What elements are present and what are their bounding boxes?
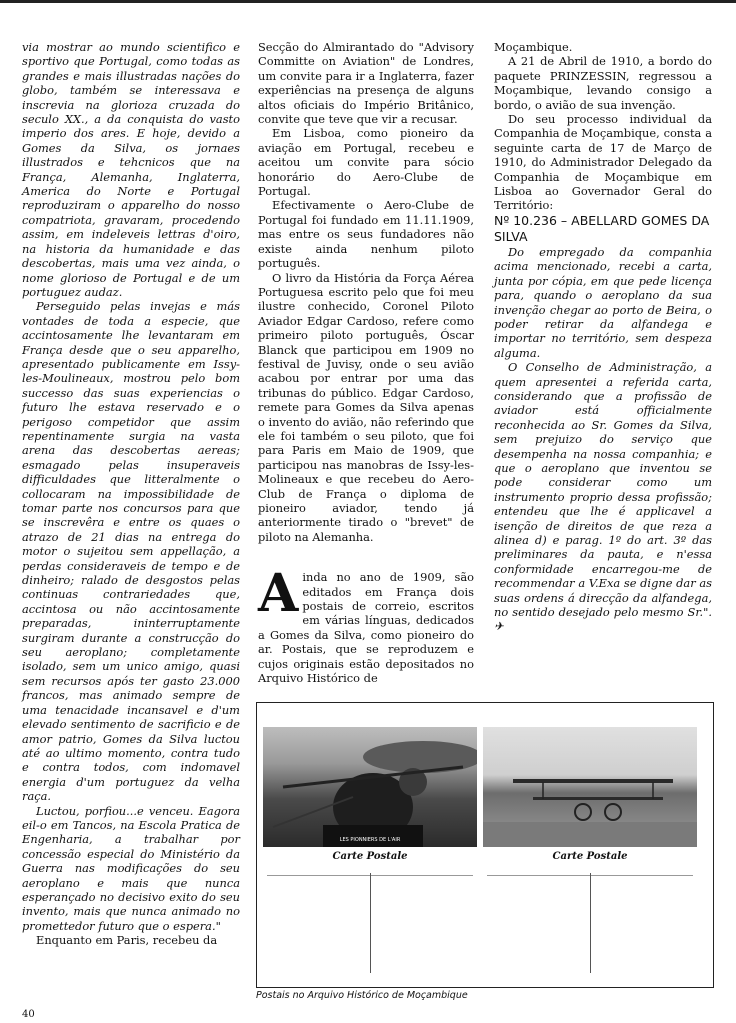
column-3	[494, 40, 712, 634]
postcard-2	[483, 727, 697, 977]
col1-paragraph-3: Luctou, porfiou...e venceu. Eagora eil-o em Tancos, na Escola Pratica de Engenharia, a trabalhar por concessão especial do Ministério da Guerra nas modificações do seu aeroplano e mais que nunca esperançado no decisivo exito do seu invento, mais que nunca animado no promettedor futuro que o espera."	[22, 803, 240, 933]
col1-paragraph-1: via mostrar ao mundo scientifico e sportivo que Portugal, como todas as grandes e mais illustradas nações do globo, também se interessava e inscrevia na glorioza cruzada do seculo XX., a da conquista do vasto imperio dos ares. E hoje, devido a Gomes da Silva, os jornaes illustrados e tehcnicos que na França, Alemanha, Inglaterra, America do Norte e Portugal reproduziram o apparelho do nosso compatriota, gravaram, procedendo assim, em indeleveis lettras d'oiro, na historia da humanidade e das descobertas, mais uma vez ainda, o nome glorioso de Portugal e de um portuguez audaz.	[22, 40, 240, 299]
col3-letter-paragraph-2: O Conselho de Administração, a quem apresentei a referida carta, considerando que a profissão de aviador está officialmente reconhecida ao Sr. Gomes da Silva, sem prejuizo do serviço que desempenha na nossa companhia; e que o aeroplano que inventou se pode considerar como um instrumento proprio dessa profissão; entendeu que lhe é applicavel a isenção de direitos de que reza a alinea d) e parag. 1º do art. 3º das preliminares da pauta, e n'essa conformidade encarregou-me de recommendar a V.Exa se digne dar as suas ordens á direcção da alfandega, no sentido desejado pelo mesmo Sr.".✈	[494, 360, 712, 634]
postcard-1	[263, 727, 477, 977]
col2-paragraph-1: Secção do Almirantado do "Advisory Committe on Aviation" de Londres, um convite para ir a Inglaterra, fazer experiências na presença de alguns altos oficiais do Império Britânico, convite que teve que vir a recusar.	[258, 40, 474, 127]
postcard-1-photo-caption: LES PIONNIERS DE L'AIR	[339, 837, 401, 843]
postcard-1-divider	[370, 873, 371, 973]
postcard-2-photo	[483, 727, 697, 847]
top-rule	[0, 0, 736, 3]
drop-cap: A	[258, 563, 299, 625]
postcard-2-divider	[590, 873, 591, 973]
figure-caption: Postais no Arquivo Histórico de Moçambique	[256, 990, 468, 1001]
postcard-1-photo	[263, 727, 477, 847]
col2-paragraph-3: Efectivamente o Aero-Clube de Portugal foi fundado em 11.11.1909, mas entre os seus fundadores não existe ainda nenhum piloto português.	[258, 198, 474, 271]
col1-paragraph-4: Enquanto em Paris, recebeu da	[36, 933, 218, 948]
col3-paragraph-3: Do seu processo individual da Companhia de Moçambique, consta a seguinte carta de 17 de Março de 1910, do Administrador Delegado da Companhia de Moçambique em Lisboa ao Governador Geral do Território:	[494, 112, 712, 213]
col1-paragraph-2: Perseguido pelas invejas e más vontades de toda a especie, que accintosamente lhe levantaram em França desde que o seu apparelho, apresentado publicamente em Issy-les-Moulineaux, mostrou pelo bom successo das suas experiencias o futuro lhe estava reservado e o perigoso competidor que assim repentinamente surgia na vasta arena das descobertas aereas; esmagado pelas insuperaveis difficuldades que litteralmente o collocaram na impossibilidade de tomar parte nos concursos para que se inscrevêra e entre os quaes o atrazo de 21 dias na entrega do motor o sujeitou sem appellação, a perdas consideraveis de tempo e de dinheiro; ralado de desgostos pelas continuas contrariedades que, accintosa ou não accintosamente preparadas, ininterruptamente surgiram durante a construcção do seu aeroplano; completamente isolado, sem um unico amigo, quasi sem recursos após ter gasto 23.000 francos, mas animado sempre de uma tenacidade incansavel e d'um elevado sentimento de sacrificio e de amor patrio, Gomes da Silva luctou até ao ultimo momento, contra tudo e contra todos, com indomavel energia d'um portuguez da velha raça.	[22, 299, 240, 804]
column-1	[22, 40, 240, 948]
col2-paragraph-5-text: inda no ano de 1909, são editados em França dois postais de correio, escritos em várias línguas, dedicados a Gomes da Silva, como pioneiro do ar. Postais, que se reproduzem e cujos originais estão depositados no Arquivo Histórico de	[258, 570, 474, 686]
postcard-1-title: Carte Postale	[332, 851, 408, 862]
aeroplane-photo-image	[483, 727, 697, 847]
col2-paragraph-2: Em Lisboa, como pioneiro da aviação em Portugal, recebeu e aceitou um convite para sócio honorário do Aero-Clube de Portugal.	[258, 126, 474, 199]
page-number: 40	[22, 1009, 35, 1020]
column-2	[258, 40, 474, 685]
postcards-figure	[256, 702, 714, 988]
col3-letter-paragraph-1: Do empregado da companhia acima mencionado, recebi a carta, junta por cópia, em que pede licença para, quando o aeroplano da sua invenção chegar ao porto de Beira, o poder retirar da alfandega e importar no território, sem despeza alguma.	[494, 244, 712, 360]
aviator-photo-image	[263, 727, 477, 847]
col2-paragraph-4: O livro da História da Força Aérea Portuguesa escrito pelo que foi meu ilustre conhecido, Coronel Piloto Aviador Edgar Cardoso, refere como primeiro piloto português, Óscar Blanck que participou em 1909 no festival de Juvisy, onde o seu avião acabou por entrar por uma das tribunas do público. Edgar Cardoso, remete para Gomes da Silva apenas o invento do avião, não referindo que ele foi também o seu piloto, que foi para Paris em Maio de 1909, que participou nas manobras de Issy-les-Molineaux e que recebeu do Aero-Club de França o diploma de pioneiro aviador, tendo já anteriormente tirado o "brevet" de piloto na Alemanha.	[258, 270, 474, 544]
col2-paragraph-5	[258, 563, 474, 686]
letter-heading: Nº 10.236 – ABELLARD GOMES DA SILVA	[494, 212, 710, 244]
col3-paragraph-2: A 21 de Abril de 1910, a bordo do paquete PRINZESSIN, regressou a Moçambique, levando consigo a bordo, o avião de sua invenção.	[494, 54, 712, 112]
postcard-2-title: Carte Postale	[552, 851, 628, 862]
col3-paragraph-1: Moçambique.	[494, 40, 573, 54]
